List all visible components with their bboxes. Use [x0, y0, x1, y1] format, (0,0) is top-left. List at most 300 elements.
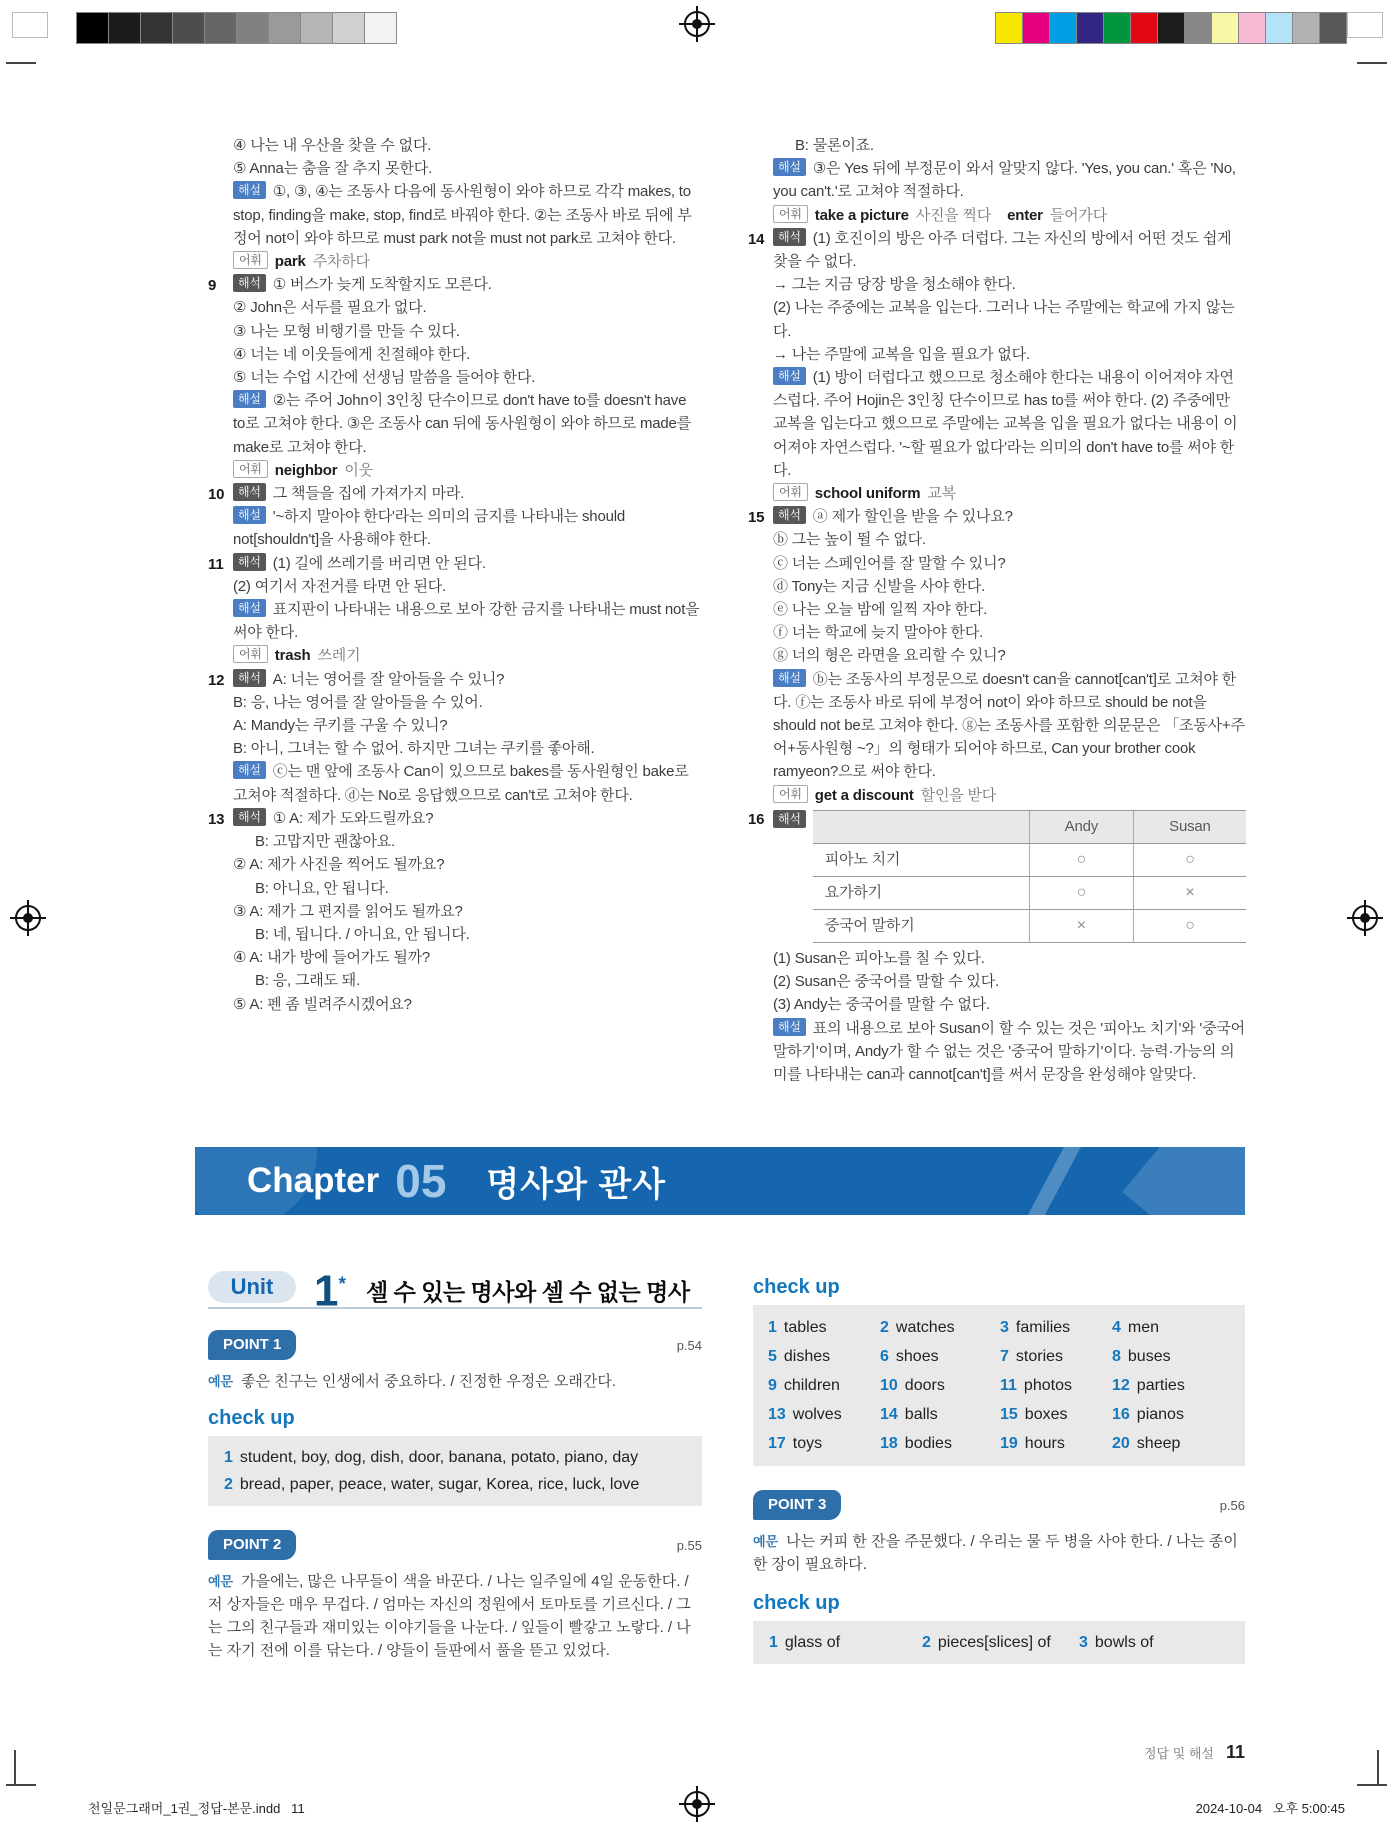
vocab-word: park: [274, 253, 306, 271]
answer-block: [208, 552, 700, 668]
vocab-badge: 어휘: [773, 785, 808, 803]
answer-block: [208, 482, 700, 552]
calibration-swatch: [1131, 13, 1158, 43]
answer-line: [773, 807, 1246, 947]
answer-block: [773, 134, 1246, 227]
unit-header: [208, 1266, 702, 1316]
checkup-item-number: 20: [1112, 1435, 1130, 1452]
calibration-swatch: [269, 13, 301, 43]
checkup-item-number: 4: [1112, 1319, 1121, 1336]
ability-table: [813, 810, 1246, 943]
line-text: ③은 Yes 뒤에 부정문이 와서 알맞지 않다. 'Yes, you can.' 혹은 'No, you can't.'로 고쳐야 적절하다.: [773, 160, 1236, 201]
item-number: 10: [208, 486, 225, 504]
checkup-heading: check up: [753, 1592, 840, 1614]
checkup-item-number: 15: [1000, 1406, 1018, 1423]
checkup-answer-box: [753, 1621, 1245, 1664]
vocab-meaning: 들어가다: [1049, 206, 1107, 224]
calibration-swatch: [996, 13, 1023, 43]
page-reference: p.54: [676, 1337, 702, 1353]
answer-line: [233, 575, 700, 598]
print-timestamp: 2024-10-04 오후 5:00:45: [1195, 1801, 1345, 1816]
line-text: ⓑ 그는 높이 뛸 수 없다.: [773, 531, 926, 549]
checkup-item-text: children: [783, 1377, 840, 1394]
answer-line: [233, 459, 700, 482]
line-text: ⓓ Tony는 지금 신발을 사야 한다.: [773, 577, 986, 595]
checkup-item: [769, 1629, 922, 1656]
unit-star: *: [338, 1274, 346, 1295]
calibration-swatch: [1239, 13, 1266, 43]
checkup-item: [768, 1429, 880, 1458]
line-text: (2) Susan은 중국어를 말할 수 있다.: [773, 973, 999, 991]
crop-mark: [1357, 1784, 1387, 1786]
line-text: B: 물론이죠.: [795, 137, 874, 154]
explanation-badge: 해설: [233, 599, 266, 617]
checkup-item-number: 10: [880, 1377, 898, 1394]
answer-block: [208, 668, 700, 807]
checkup-item: [880, 1371, 1000, 1400]
interpretation-badge: 해석: [233, 553, 266, 571]
vocab-meaning: 주차하다: [312, 253, 370, 271]
line-text: ⓑ는 조동사의 부정문으로 doesn't can을 cannot[can't]로 고쳐야 한다. ⓕ는 조동사 바로 뒤에 부정어 not이 와야 하므로 should be not을 should not be로 고쳐야 한다. ⓖ는 조동사를 포함한 의문문은 「조동사+주어+동사원형 ~?」의 형태가 되어야 하므로, Can your brother cook ramyeon?으로 써야 한다.: [773, 670, 1245, 781]
checkup-item-text: bowls of: [1094, 1634, 1154, 1651]
line-text: ⓒ 너는 스페인어를 잘 말할 수 있니?: [773, 554, 1006, 572]
checkup-item-number: 11: [1000, 1377, 1017, 1394]
explanation-badge: 해설: [773, 1018, 806, 1036]
interpretation-badge: 해석: [773, 506, 806, 524]
vocab-word: school uniform: [814, 485, 921, 503]
table-cell: ×: [1133, 876, 1246, 909]
calibration-swatch: [301, 13, 333, 43]
explanation-badge: 해설: [773, 158, 806, 176]
answer-block: [748, 807, 1246, 1086]
answer-line: [233, 946, 700, 969]
explanation-badge: 해설: [773, 669, 806, 687]
registration-mark-icon: [1347, 900, 1383, 936]
vocab-badge: 어휘: [233, 460, 268, 478]
page-reference: p.56: [1219, 1497, 1245, 1513]
answer-line: [773, 621, 1246, 644]
line-text: (1) Susan은 피아노를 칠 수 있다.: [773, 949, 985, 967]
vocab-badge: 어휘: [773, 483, 808, 501]
checkup-item-text: buses: [1127, 1348, 1171, 1365]
page-footer: [953, 1742, 1245, 1763]
line-text: B: 고맙지만 괜찮아요.: [255, 833, 395, 851]
answer-line: [233, 993, 700, 1016]
table-header-cell: Andy: [1029, 810, 1133, 843]
line-text: '~하지 말아야 한다'라는 의미의 금지를 나타내는 should not[shouldn't]을 사용해야 한다.: [233, 508, 626, 549]
answer-line: [773, 204, 1246, 227]
answer-line: [773, 668, 1246, 784]
answer-block: [748, 227, 1246, 505]
point-row: [208, 1332, 702, 1358]
line-text: (1) 호진이의 방은 아주 더럽다. 그는 자신의 방에서 어떤 것도 쉽게 찾을 수 없다.: [773, 229, 1232, 271]
vocab-badge: 어휘: [233, 251, 268, 269]
registration-mark-icon: [679, 6, 715, 42]
example-text: 나는 커피 한 잔을 주문했다. / 우리는 물 두 병을 사야 한다. / 나는 종이 한 장이 필요하다.: [753, 1533, 1238, 1573]
calibration-swatch: [109, 13, 141, 43]
checkup-item-number: 6: [880, 1348, 889, 1365]
line-text: ③ A: 제가 그 편지를 읽어도 될까요?: [233, 902, 463, 920]
line-text: B: 아니, 그녀는 할 수 없어. 하지만 그녀는 쿠키를 좋아해.: [233, 740, 595, 758]
checkup-item: [1000, 1400, 1112, 1429]
vocab-meaning: 이웃: [344, 461, 373, 479]
line-text: (1) 길에 쓰레기를 버리면 안 된다.: [272, 554, 486, 572]
line-text: A: 너는 영어를 잘 알아들을 수 있니?: [272, 670, 505, 688]
unit-label: Unit: [208, 1271, 296, 1303]
unit-right-section: [753, 1276, 1245, 1664]
item-number: 12: [208, 671, 225, 689]
answer-line: [233, 853, 700, 876]
calibration-patch: [12, 12, 48, 38]
line-text: B: 응, 그래도 돼.: [255, 972, 361, 990]
line-text: ⑤ A: 펜 좀 빌려주시겠어요?: [233, 995, 412, 1013]
banner-triangle-decoration: [1122, 1147, 1245, 1215]
checkup-item-text: hours: [1024, 1435, 1065, 1452]
line-text: ④ A: 내가 방에 들어가도 될까?: [233, 949, 431, 967]
answer-line: [233, 877, 700, 900]
line-text: (2) 나는 주중에는 교복을 입는다. 그러나 나는 주말에는 학교에 가지 않는다.: [773, 299, 1235, 340]
table-cell: 요가하기: [813, 876, 1030, 909]
table-cell: ○: [1133, 843, 1246, 876]
answer-line: [233, 157, 700, 180]
checkup-item-number: 2: [922, 1634, 931, 1651]
checkup-item: [768, 1313, 880, 1342]
item-number: 14: [748, 230, 765, 248]
example-label: 예문: [208, 1574, 234, 1589]
vocab-word: neighbor: [274, 461, 338, 479]
chapter-number: 05: [395, 1155, 447, 1207]
registration-mark-icon: [679, 1786, 715, 1822]
checkup-item: [1000, 1342, 1112, 1371]
line-text: ⓖ 너의 형은 라면을 요리할 수 있니?: [773, 647, 1006, 665]
calibration-swatch: [1050, 13, 1077, 43]
line-text: ③ 나는 모형 비행기를 만들 수 있다.: [233, 322, 460, 340]
answer-block: [208, 273, 700, 482]
example-label: 예문: [208, 1374, 234, 1389]
checkup-item-number: 8: [1112, 1348, 1121, 1365]
checkup-answer-box: [208, 1436, 702, 1506]
checkup-item-number: 1: [224, 1449, 233, 1466]
crop-mark: [14, 1750, 16, 1786]
line-text: ⑤ 너는 수업 시간에 선생님 말씀을 들어야 한다.: [233, 369, 536, 387]
interpretation-badge: 해석: [233, 274, 266, 292]
checkup-item-number: 5: [768, 1348, 777, 1365]
calibration-swatch: [173, 13, 205, 43]
explanation-badge: 해설: [233, 506, 266, 524]
line-text: ② John은 서두를 필요가 없다.: [233, 299, 427, 317]
example-row: [208, 1570, 702, 1662]
answer-line: [233, 969, 700, 992]
interpretation-badge: 해석: [233, 808, 266, 826]
answer-line: [233, 389, 700, 459]
table-cell: ○: [1029, 876, 1133, 909]
line-text: ⓐ 제가 할인을 받을 수 있나요?: [812, 508, 1013, 526]
answer-line: [233, 320, 700, 343]
crop-mark: [6, 62, 36, 64]
checkup-item: [1079, 1629, 1229, 1656]
crop-mark: [1377, 1750, 1379, 1786]
vocab-badge: 어휘: [233, 645, 268, 663]
checkup-item-text: doors: [904, 1377, 945, 1394]
answer-line: [233, 691, 700, 714]
table-header-cell: [813, 810, 1030, 843]
line-text: ⑤ Anna는 춤을 잘 추지 못한다.: [233, 160, 433, 178]
interpretation-badge: 해석: [233, 483, 266, 501]
banner-stripe-decoration: [1017, 1147, 1089, 1215]
interpretation-badge: 해석: [233, 669, 266, 687]
answer-line: [233, 737, 700, 760]
explanation-badge: 해설: [233, 181, 266, 199]
answers-right-column: [748, 134, 1246, 1086]
table-cell: 피아노 치기: [813, 843, 1030, 876]
example-label: 예문: [753, 1534, 779, 1549]
line-text: ②는 주어 John이 3인칭 단수이므로 don't have to를 doesn't have to로 고쳐야 한다. ③은 조동사 can 뒤에 동사원형이 와야 하므로 made를 make로 고쳐야 한다.: [233, 392, 691, 456]
line-text: B: 네, 됩니다. / 아니요, 안 됩니다.: [255, 925, 470, 943]
checkup-item-number: 12: [1112, 1377, 1130, 1394]
checkup-item-number: 2: [224, 1476, 233, 1493]
table-cell: ×: [1029, 909, 1133, 942]
answer-line: [233, 760, 700, 806]
table-cell: ○: [1133, 909, 1246, 942]
checkup-item: [880, 1429, 1000, 1458]
vocab-badge: 어휘: [773, 205, 808, 223]
checkup-item: [1000, 1371, 1112, 1400]
checkup-item: [1112, 1313, 1245, 1342]
answer-line: [233, 714, 700, 737]
checkup-item: [768, 1342, 880, 1371]
answer-line: [233, 668, 700, 691]
calibration-swatch: [1185, 13, 1212, 43]
line-text: ④ 나는 내 우산을 찾을 수 없다.: [233, 137, 432, 154]
answer-line: [773, 575, 1246, 598]
table-cell: 중국어 말하기: [813, 909, 1030, 942]
calibration-swatch: [333, 13, 365, 43]
checkup-item-number: 2: [880, 1319, 889, 1336]
unit-number: 1*: [314, 1266, 346, 1316]
vocab-meaning: 할인을 받다: [920, 786, 997, 804]
checkup-item-text: bodies: [904, 1435, 952, 1452]
color-calibration-bar: [995, 12, 1347, 44]
checkup-item: [880, 1313, 1000, 1342]
answer-block: [208, 807, 700, 1016]
answer-line: [773, 993, 1246, 1016]
checkup-item: [768, 1400, 880, 1429]
calibration-swatch: [1212, 13, 1239, 43]
answer-line: [773, 1017, 1246, 1087]
vocab-word: trash: [274, 647, 311, 665]
answer-line: [233, 807, 700, 830]
item-number: 9: [208, 277, 217, 295]
line-text: ④ 너는 네 이웃들에게 친절해야 한다.: [233, 345, 471, 363]
calibration-swatch: [1077, 13, 1104, 43]
checkup-item: [1112, 1400, 1245, 1429]
table-cell: ○: [1029, 843, 1133, 876]
line-text: ① A: 제가 도와드릴까요?: [272, 809, 434, 827]
checkup-item-text: wolves: [792, 1406, 842, 1423]
point-badge: POINT 3: [753, 1490, 841, 1520]
line-text: → 그는 지금 당장 방을 청소해야 한다.: [773, 276, 1016, 294]
answer-line: [233, 134, 700, 157]
checkup-item: [224, 1471, 686, 1498]
print-filename: 천일문그래머_1권_정답-본문.indd 11: [88, 1801, 305, 1816]
vocab-word: get a discount: [814, 786, 914, 804]
answer-block: [748, 505, 1246, 807]
point-badge: POINT 2: [208, 1530, 296, 1560]
checkup-item-text: photos: [1023, 1377, 1072, 1394]
answer-line: [233, 900, 700, 923]
checkup-item-number: 3: [1079, 1634, 1088, 1651]
answer-line: [773, 784, 1246, 807]
checkup-item: [880, 1342, 1000, 1371]
line-text: ⓕ 너는 학교에 늦지 말아야 한다.: [773, 624, 984, 642]
answer-line: [773, 134, 1246, 157]
checkup-item-text: toys: [792, 1435, 823, 1452]
checkup-item-number: 9: [768, 1377, 777, 1394]
chapter-title: 명사와 관사: [486, 1165, 667, 1204]
answers-left-column: [208, 134, 700, 1016]
answer-line: [773, 970, 1246, 993]
item-number: 11: [208, 555, 224, 573]
answer-block: [233, 134, 700, 273]
line-text: 표의 내용으로 보아 Susan이 할 수 있는 것은 '피아노 치기'와 '중국어 말하기'이며, Andy가 할 수 없는 것은 '중국어 말하기'이다. 능력·가능의 의미를 나타내는 can과 cannot[can't]를 써서 문장을 완성해야 알맞다.: [773, 1019, 1245, 1083]
checkup-item-number: 3: [1000, 1319, 1009, 1336]
item-number: 16: [748, 810, 765, 828]
checkup-item: [1112, 1371, 1245, 1400]
checkup-heading: check up: [208, 1407, 295, 1429]
vocab-meaning: 교복: [927, 485, 956, 503]
example-row: [208, 1370, 702, 1393]
answer-line: [233, 180, 700, 250]
checkup-item-text: parties: [1136, 1377, 1185, 1394]
calibration-swatch: [141, 13, 173, 43]
checkup-item-text: stories: [1015, 1348, 1064, 1365]
line-text: 표지판이 나타내는 내용으로 보아 강한 금지를 나타내는 must not을 써야 한다.: [233, 601, 700, 642]
answer-line: [773, 552, 1246, 575]
calibration-swatch: [1104, 13, 1131, 43]
vocab-word: enter: [1007, 206, 1043, 224]
checkup-item-number: 14: [880, 1406, 898, 1423]
example-text: 가을에는, 많은 나무들이 색을 바꾼다. / 나는 일주일에 4일 운동한다. / 저 상자들은 매우 무겁다. / 엄마는 자신의 정원에서 토마토를 기르신다. / 그는 그의 친구들과 재미있는 이야기들을 나눈다. / 잎들이 빨갛고 노랗다. / 나는 자기 전에 이를 닦는다. / 양들이 들판에서 풀을 뜯고 있었다.: [208, 1573, 691, 1659]
crop-mark: [1357, 62, 1387, 64]
example-text: 좋은 친구는 인생에서 중요하다. / 진정한 우정은 오래간다.: [241, 1373, 617, 1390]
line-text: (3) Andy는 중국어를 말할 수 없다.: [773, 996, 991, 1014]
checkup-item-number: 1: [769, 1634, 778, 1651]
answer-line: [233, 273, 700, 296]
item-number: 13: [208, 810, 225, 828]
checkup-item-number: 16: [1112, 1406, 1130, 1423]
answer-line: [233, 830, 700, 853]
crop-mark: [6, 1784, 36, 1786]
vocab-word: take a picture: [814, 206, 909, 224]
checkup-item-text: sheep: [1136, 1435, 1181, 1452]
chapter-banner: [195, 1147, 1245, 1215]
checkup-item-text: bread, paper, peace, water, sugar, Korea, rice, luck, love: [239, 1476, 640, 1493]
chapter-label: Chapter: [247, 1161, 380, 1200]
answer-line: [233, 644, 700, 667]
line-text: B: 응, 나는 영어를 잘 알아들을 수 있어.: [233, 693, 483, 711]
explanation-badge: 해설: [233, 390, 266, 408]
checkup-item-number: 18: [880, 1435, 898, 1452]
checkup-item-text: boxes: [1024, 1406, 1068, 1423]
page-number: 11: [1225, 1742, 1245, 1762]
checkup-item-text: watches: [895, 1319, 955, 1336]
table-header-cell: Susan: [1133, 810, 1246, 843]
checkup-item-number: 13: [768, 1406, 786, 1423]
answer-line: [773, 598, 1246, 621]
checkup-heading: check up: [753, 1276, 840, 1298]
answer-line: [773, 343, 1246, 366]
unit-left-section: [208, 1332, 702, 1662]
checkup-item-text: balls: [904, 1406, 938, 1423]
example-row: [753, 1530, 1245, 1576]
calibration-swatch: [1158, 13, 1185, 43]
answer-line: [233, 250, 700, 273]
line-text: B: 아니요, 안 됩니다.: [255, 879, 389, 897]
calibration-swatch: [1266, 13, 1293, 43]
answer-line: [773, 227, 1246, 273]
line-text: (2) 여기서 자전거를 타면 안 된다.: [233, 577, 447, 595]
checkup-answer-box: [753, 1305, 1245, 1466]
calibration-swatch: [237, 13, 269, 43]
line-text: ⓔ 나는 오늘 밤에 일찍 자야 한다.: [773, 601, 988, 619]
checkup-item: [224, 1444, 686, 1471]
answer-line: [773, 273, 1246, 296]
line-text: A: Mandy는 쿠키를 구울 수 있니?: [233, 717, 448, 735]
line-text: → 나는 주말에 교복을 입을 필요가 없다.: [773, 345, 1030, 363]
calibration-swatch: [365, 13, 396, 43]
line-text: ① 버스가 늦게 도착할지도 모른다.: [272, 276, 492, 294]
checkup-item: [1112, 1342, 1245, 1371]
answer-line: [773, 366, 1246, 482]
checkup-item-number: 1: [768, 1319, 777, 1336]
answer-line: [233, 598, 700, 644]
point-row: [208, 1532, 702, 1558]
answer-line: [773, 528, 1246, 551]
vocab-meaning: 사진을 찍다: [915, 206, 992, 224]
checkup-item-text: shoes: [895, 1348, 939, 1365]
checkup-item-text: pianos: [1136, 1406, 1184, 1423]
vocab-meaning: 쓰레기: [317, 647, 361, 665]
checkup-item-text: glass of: [784, 1634, 841, 1651]
checkup-item-text: dishes: [783, 1348, 831, 1365]
checkup-item-text: families: [1015, 1319, 1071, 1336]
registration-mark-icon: [10, 900, 46, 936]
line-text: (1) 방이 더럽다고 했으므로 청소해야 한다는 내용이 이어져야 자연스럽다. 주어 Hojin은 3인칭 단수이므로 has to를 써야 한다. (2) 주중에만 교복을 입는다고 했으므로 주말에는 교복을 입을 필요가 없다는 내용이 이어져야 자연스럽다. '~할 필요가 없다'라는 의미의 don't have to를 써야 한다.: [773, 369, 1238, 479]
checkup-item-text: tables: [783, 1319, 827, 1336]
calibration-swatch: [1023, 13, 1050, 43]
interpretation-badge: 해석: [773, 228, 806, 246]
unit-title: 셀 수 있는 명사와 셀 수 없는 명사: [366, 1279, 690, 1305]
checkup-item-text: student, boy, dog, dish, door, banana, potato, piano, day: [239, 1449, 639, 1466]
checkup-item: [880, 1400, 1000, 1429]
answer-line: [773, 296, 1246, 342]
checkup-item: [768, 1371, 880, 1400]
answer-line: [773, 644, 1246, 667]
answer-line: [773, 482, 1246, 505]
explanation-badge: 해설: [773, 367, 806, 385]
answer-line: [233, 296, 700, 319]
checkup-item: [1112, 1429, 1245, 1458]
item-number: 15: [748, 509, 765, 527]
checkup-item: [922, 1629, 1079, 1656]
point-badge: POINT 1: [208, 1330, 296, 1360]
checkup-item-number: 7: [1000, 1348, 1009, 1365]
checkup-item: [1000, 1429, 1112, 1458]
calibration-swatch: [205, 13, 237, 43]
page-reference: p.55: [676, 1537, 702, 1553]
checkup-item-text: men: [1127, 1319, 1160, 1336]
point-row: [753, 1492, 1245, 1518]
